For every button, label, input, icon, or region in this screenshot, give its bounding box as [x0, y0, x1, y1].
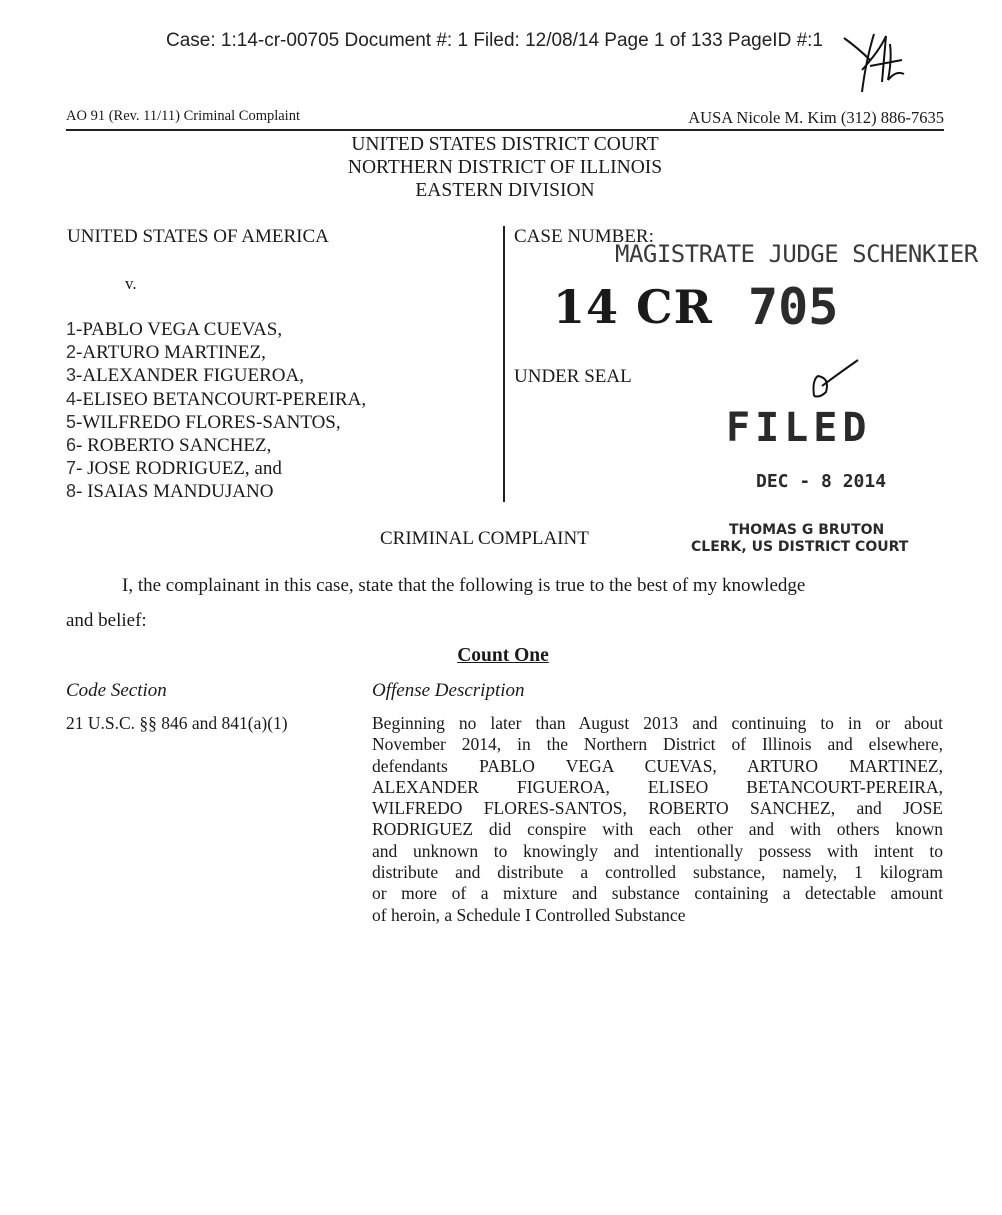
- defendant-4: 4-ELISEO BETANCOURT-PEREIRA,: [66, 388, 367, 410]
- defendant-7: 7- JOSE RODRIGUEZ, and: [66, 458, 282, 480]
- court-line-2: NORTHERN DISTRICT OF ILLINOIS: [347, 157, 663, 178]
- defendants-list: [66, 318, 366, 504]
- handwritten-signature: [840, 30, 910, 98]
- intro-line-2: and belief:: [66, 610, 147, 631]
- offense-line: RODRIGUEZ did conspire with each other and with others known: [372, 819, 943, 840]
- document-title: CRIMINAL COMPLAINT: [380, 528, 589, 549]
- court-line-1: UNITED STATES DISTRICT COURT: [351, 134, 659, 155]
- code-section-value: 21 U.S.C. §§ 846 and 841(a)(1): [66, 713, 288, 733]
- offense-line: November 2014, in the Northern District of Illinois and elsewhere,: [372, 734, 943, 755]
- code-section-heading: Code Section: [66, 680, 167, 701]
- offense-description-heading: Offense Description: [372, 680, 525, 701]
- defendant-6: 6- ROBERTO SANCHEZ,: [66, 435, 272, 457]
- count-heading: Count One: [457, 645, 549, 666]
- form-identifier: AO 91 (Rev. 11/11) Criminal Complaint: [66, 108, 300, 124]
- clerk-title-stamp: CLERK, US DISTRICT COURT: [691, 539, 909, 555]
- offense-line: defendants PABLO VEGA CUEVAS, ARTURO MARTINEZ,: [372, 755, 943, 776]
- header-rule: [66, 129, 944, 131]
- offense-description: [372, 713, 943, 926]
- offense-line: WILFREDO FLORES-SANTOS, ROBERTO SANCHEZ, and JOSE: [372, 798, 943, 819]
- clerk-name-stamp: THOMAS G BRUTON: [729, 522, 885, 538]
- filed-stamp: FILED: [726, 405, 872, 451]
- case-number-stamp-part1: 14 CR: [553, 280, 713, 334]
- versus: v.: [125, 274, 137, 293]
- offense-line: and unknown to knowingly and intentionally possess with intent to: [372, 840, 943, 861]
- plaintiff: UNITED STATES OF AMERICA: [67, 226, 329, 247]
- handwritten-initials: [808, 356, 864, 400]
- defendant-3: 3-ALEXANDER FIGUEROA,: [66, 365, 304, 387]
- magistrate-stamp: MAGISTRATE JUDGE SCHENKIER: [615, 240, 978, 268]
- offense-line: or more of a mixture and substance containing a detectable amount: [372, 883, 943, 904]
- ecf-header-line: Case: 1:14-cr-00705 Document #: 1 Filed: 12/08/14 Page 1 of 133 PageID #:1: [166, 30, 823, 51]
- defendant-2: 2-ARTURO MARTINEZ,: [66, 342, 266, 364]
- defendant-1: 1-PABLO VEGA CUEVAS,: [66, 319, 283, 340]
- case-number-label: CASE NUMBER:: [514, 226, 654, 247]
- court-name: [0, 133, 1002, 202]
- intro-line-1: I, the complainant in this case, state that the following is true to the best of my knowledge: [122, 575, 806, 596]
- filed-date-stamp: DEC - 8 2014: [756, 471, 887, 492]
- offense-line: Beginning no later than August 2013 and continuing to in or about: [372, 713, 943, 733]
- offense-line: distribute and distribute a controlled substance, namely, 1 kilogram: [372, 862, 943, 883]
- defendant-5: 5-WILFREDO FLORES-SANTOS,: [66, 411, 341, 433]
- case-number-stamp-part2: 705: [748, 278, 839, 336]
- offense-line: of heroin, a Schedule I Controlled Substance: [372, 904, 686, 925]
- caption-divider: [503, 226, 505, 502]
- court-line-3: EASTERN DIVISION: [415, 180, 595, 201]
- under-seal-label: UNDER SEAL: [514, 366, 632, 387]
- offense-line: ALEXANDER FIGUEROA, ELISEO BETANCOURT-PEREIRA,: [372, 776, 943, 797]
- defendant-8: 8- ISAIAS MANDUJANO: [66, 481, 274, 503]
- ausa-contact: AUSA Nicole M. Kim (312) 886-7635: [688, 108, 944, 127]
